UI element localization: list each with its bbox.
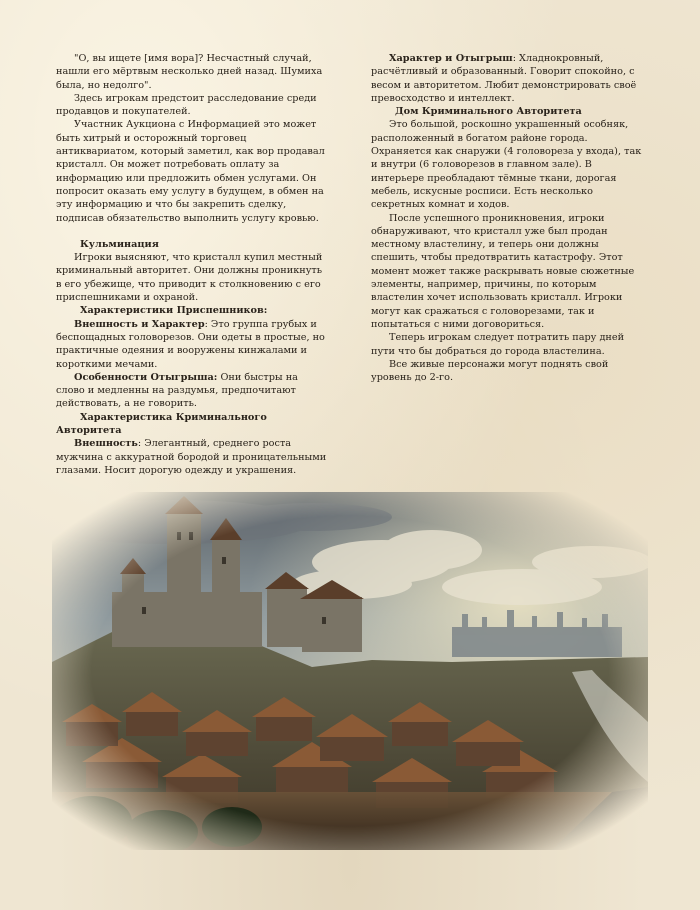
level-up-paragraph: Все живые персонажи могут поднять свой уровень до 2-го. <box>371 358 609 384</box>
henchmen-appearance-label: Внешность и Характер <box>74 318 205 330</box>
aftermath-paragraph: После успешного проникновения, игроки обнаруживают, что кристалл уже был продан местному властелину, и теперь они должны спешить, чтобы предотвратить катастрофу. Этот момент может также раскрывать новые сюжетные элементы, например, причины, по которым властелин хочет использовать кристалл. Игроки могут как сражаться с головорезами, так и попытаться с ними договориться. <box>371 212 635 330</box>
henchmen-appearance-paragraph <box>56 318 328 371</box>
boss-character-text: : Хладнокровный, расчётливый и образованный. Говорит спокойно, с весом и авторитетом. Любит демонстрировать своё превосходство и интеллект. <box>371 53 637 104</box>
castle-town-illustration <box>52 492 648 850</box>
house-heading: Дом Криминального Авторитета <box>395 106 582 118</box>
house-paragraph: Это большой, роскошно украшенный особняк, расположенный в богатом районе города. Охраняется как снаружи (4 головореза у входа), так и внутри (6 головорезов в главном зале). В интерьере преобладают тёмные ткани, дорогая мебель, искусные росписи. Есть несколько секретных комнат и ходов. <box>371 119 642 211</box>
investigation-paragraph: Здесь игрокам предстоит расследование среди продавцов и покупателей. <box>56 92 317 118</box>
henchmen-roleplay-label: Особенности Отыгрыша: <box>74 371 218 383</box>
right-column <box>371 52 647 384</box>
boss-heading: Характеристика Криминального Авторитета <box>56 411 267 437</box>
quote-paragraph: "О, вы ищете [имя вора]? Несчастный случай, нашли его мёртвым несколько дней назад. Шумиха была, но недолго". <box>56 53 323 91</box>
climax-paragraph: Игроки выясняют, что кристалл купил местный криминальный авторитет. Они должны проникнуть в его убежище, что приводит к столкновению с его приспешниками и охраной. <box>56 252 323 304</box>
auction-participant-paragraph: Участник Аукциона с Информацией это может быть хитрый и осторожный торговец антиквариатом, который заметил, как вор продавал кристалл. Он может потребовать оплату за информацию или предложить обмен услугами. Он попросит оказать ему услугу в будущем, в обмен на эту информацию и что бы закрепить сделку, подписав обязательство выполнить услугу кровью. <box>56 119 325 224</box>
henchmen-heading: Характеристики Приспешников: <box>80 305 268 317</box>
travel-paragraph: Теперь игрокам следует потратить пару дней пути что бы добраться до города властелина. <box>371 332 625 357</box>
henchmen-roleplay-text: Они быстры на слово и медленны на раздумья, предпочитают действовать, а не говорить. <box>56 371 298 410</box>
climax-heading: Кульминация <box>80 238 159 250</box>
henchmen-appearance-text: : Это группа грубых и беспощадных головорезов. Они одеты в простые, но практичные одеяния и вооружены кинжалами и короткими мечами. <box>56 318 325 370</box>
boss-character-label: Характер и Отыгрыш <box>389 53 513 64</box>
boss-appearance-label: Внешность <box>74 438 138 450</box>
boss-appearance-paragraph <box>56 437 328 477</box>
henchmen-roleplay-paragraph <box>56 371 328 411</box>
boss-character-paragraph <box>371 52 647 105</box>
boss-appearance-text: : Элегантный, среднего роста мужчина с аккуратной бородой и проницательными глазами. Носит дорогую одежду и украшения. <box>56 438 327 476</box>
left-column <box>56 52 328 477</box>
